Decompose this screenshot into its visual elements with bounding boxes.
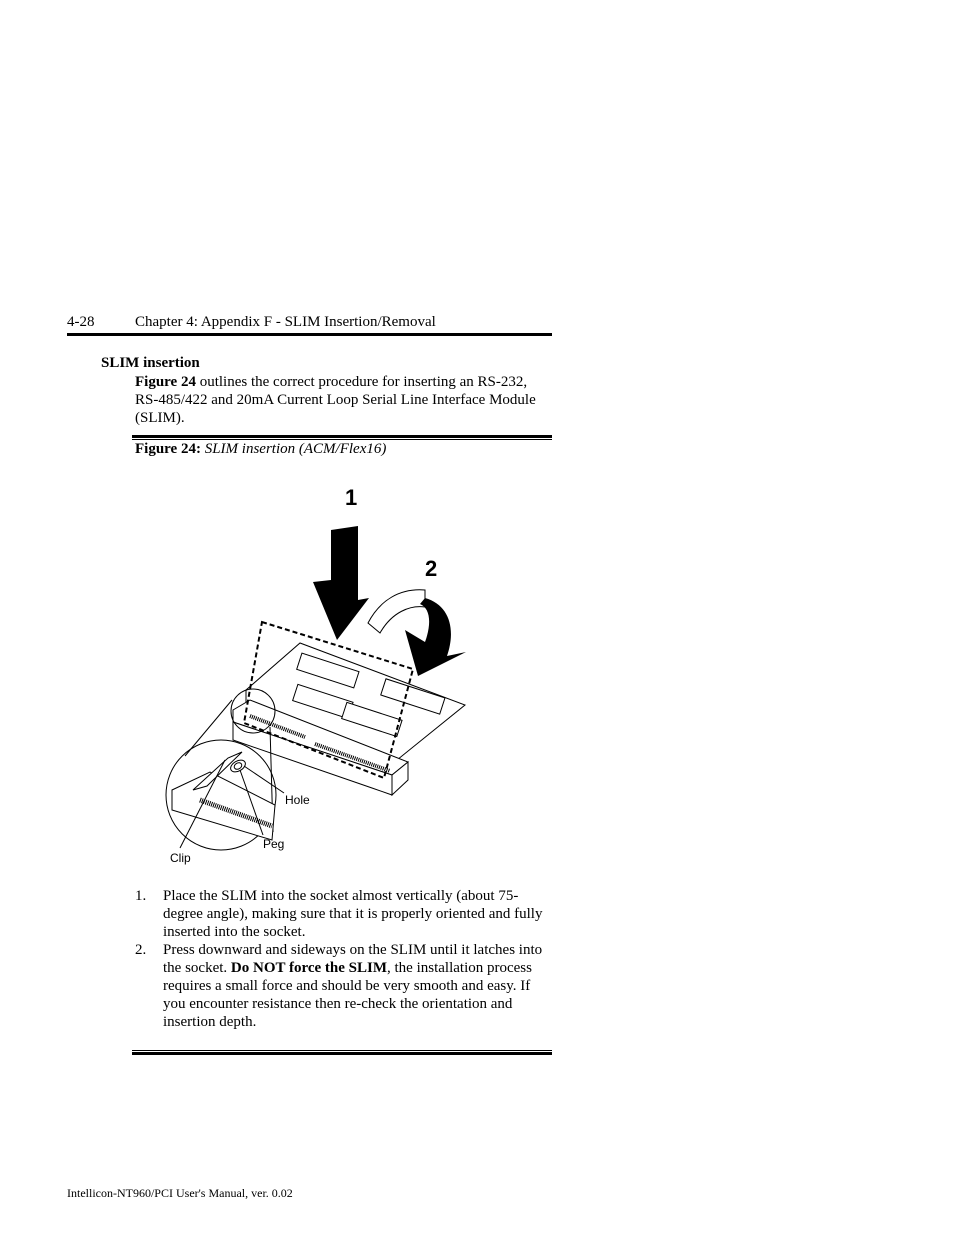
curved-arrow-icon xyxy=(368,590,466,676)
footer-text: Intellicon-NT960/PCI User's Manual, ver. 0.02 xyxy=(67,1186,293,1200)
slim-insertion-illustration xyxy=(150,470,480,870)
step-warning: Do NOT force the SLIM xyxy=(230,960,388,976)
page-number: 4-28 xyxy=(67,314,95,330)
steps-list xyxy=(135,887,555,1031)
magnified-detail xyxy=(172,752,284,848)
header-rule xyxy=(67,333,552,336)
step1-marker: 1 xyxy=(345,485,358,510)
label-hole: Hole xyxy=(285,793,310,807)
intro-paragraph xyxy=(135,373,551,427)
figure-caption-text: SLIM insertion (ACM/Flex16) xyxy=(204,441,387,457)
figure-bottom-rule xyxy=(132,1050,552,1055)
intro-text: outlines the correct procedure for inserting an RS-232, RS-485/422 and 20mA Current Loop Serial Line Interface Module (SLIM). xyxy=(135,374,536,426)
label-clip: Clip xyxy=(170,851,191,865)
figure-reference: Figure 24 xyxy=(135,374,196,390)
step-text-after: , the installation process requires a small force and should be very smooth and easy. If you encounter resistance then re-check the orientation and insertion depth. xyxy=(163,960,532,1030)
step-number: 1. xyxy=(135,888,147,904)
list-item xyxy=(135,887,555,941)
figure-caption xyxy=(135,441,386,458)
step-text: Place the SLIM into the socket almost vertically (about 75-degree angle), making sure that it is properly oriented and fully inserted into the socket. xyxy=(163,888,543,940)
chapter-title: Chapter 4: Appendix F - SLIM Insertion/Removal xyxy=(135,314,436,330)
step-number: 2. xyxy=(135,942,147,958)
figure-caption-label: Figure 24: xyxy=(135,441,201,457)
section-title: SLIM insertion xyxy=(101,355,200,371)
label-peg: Peg xyxy=(263,837,285,851)
down-arrow-icon xyxy=(313,526,369,640)
figure-top-rule xyxy=(132,435,552,440)
step-text-before: Press downward and sideways on the SLIM until it latches into the socket. xyxy=(163,942,543,976)
step2-marker: 2 xyxy=(425,556,438,581)
list-item xyxy=(135,941,555,1031)
